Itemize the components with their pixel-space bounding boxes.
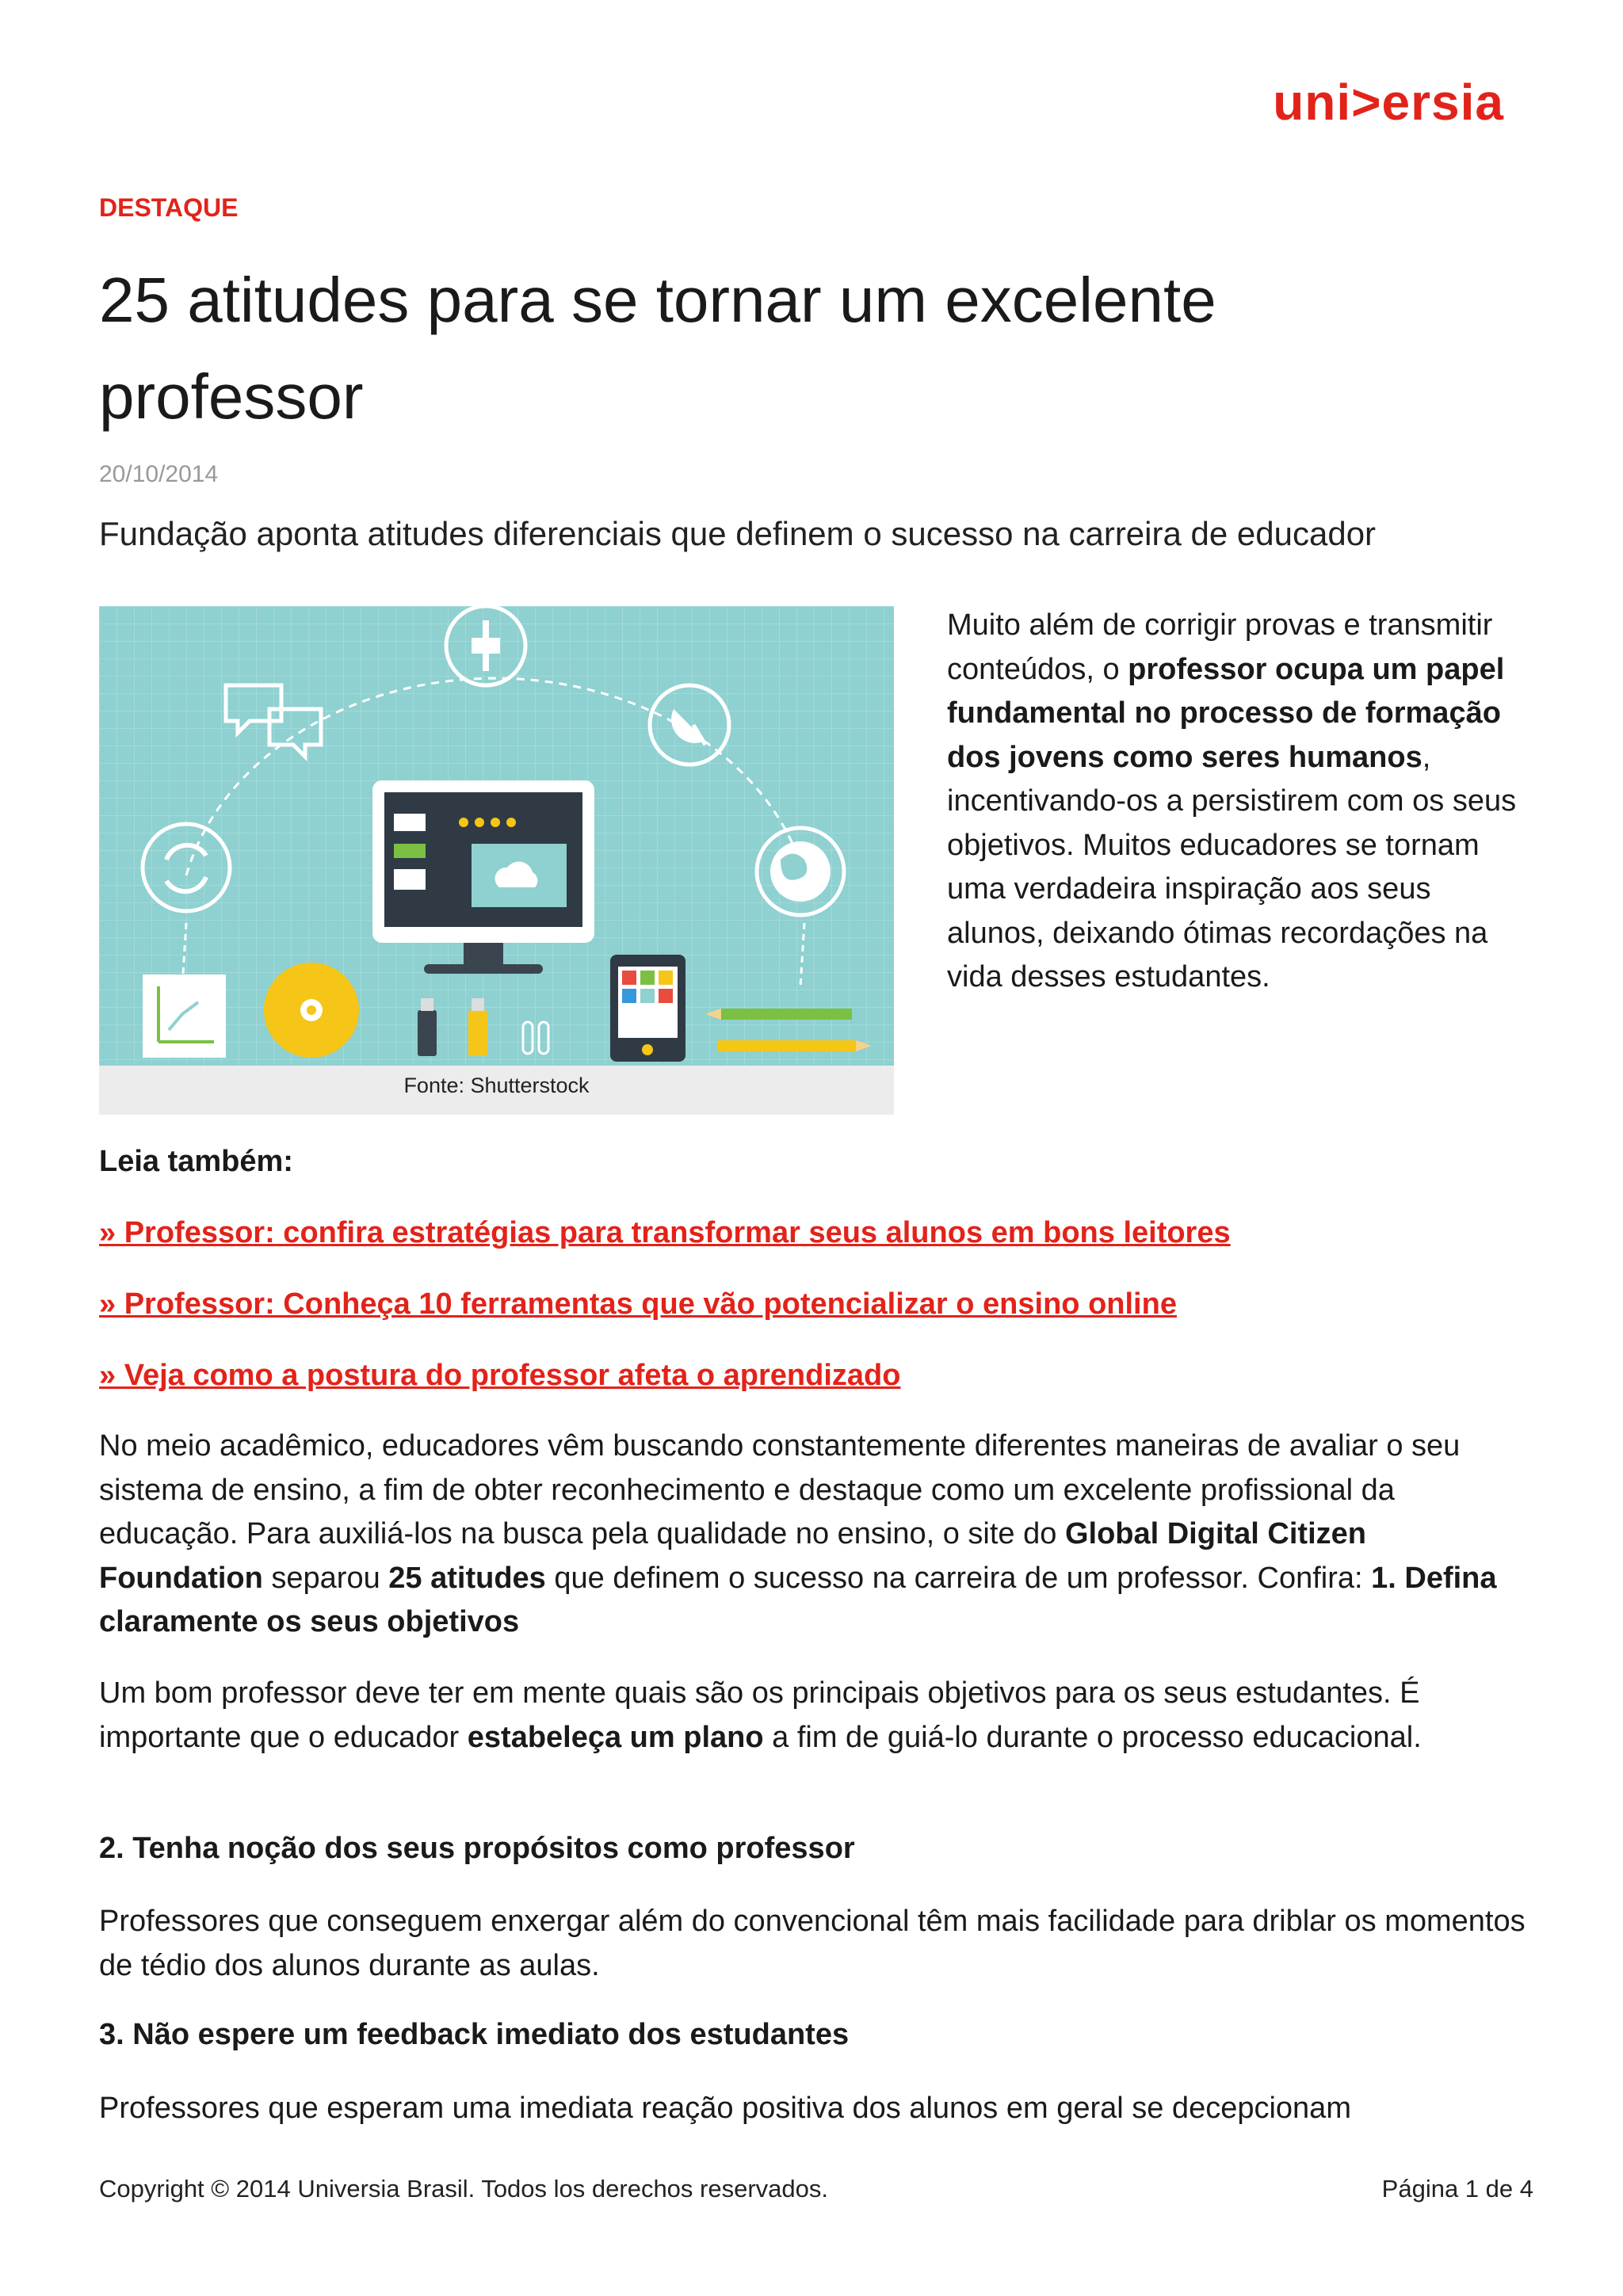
article-subtitle: Fundação aponta atitudes diferenciais que definem o sucesso na carreira de educador xyxy=(99,515,1377,552)
related-link-reading[interactable]: » Professor: confira estratégias para transformar seus alunos em bons leitores xyxy=(99,1216,1231,1249)
article-title: 25 atitudes para se tornar um excelente professor xyxy=(99,265,1216,432)
body-paragraph-1: No meio acadêmico, educadores vêm buscando constantemente diferentes maneiras de avaliar o seu sistema de ensino, a fim de obter reconhecimento e destaque como um excelente profissional da educação. Para auxiliá-los na busca pela qualidade no ensino, o site do Global Digital Citizen Foundation separou 25 atitudes que definem o sucesso na carreira de um professor. Confira: 1. Defina claramente os seus objetivos xyxy=(99,1429,1497,1638)
heading-attitude-2: 2. Tenha noção dos seus propósitos como professor xyxy=(99,1832,855,1865)
related-link-posture[interactable]: » Veja como a postura do professor afeta o aprendizado xyxy=(99,1359,901,1392)
body-paragraph-2: Um bom professor deve ter em mente quais são os principais objetivos para os seus estudantes. É importante que o educador estabeleça um plano a fim de guiá-lo durante o processo educacional. xyxy=(99,1676,1422,1754)
tablet-icon xyxy=(610,955,685,1062)
image-caption: Fonte: Shutterstock xyxy=(403,1074,590,1097)
education-illustration xyxy=(99,606,894,1066)
related-link-tools[interactable]: » Professor: Conheça 10 ferramentas que vão potencializar o ensino online xyxy=(99,1287,1177,1321)
cd-icon xyxy=(264,963,359,1058)
heading-attitude-3: 3. Não espere um feedback imediato dos estudantes xyxy=(99,2018,850,2051)
body-paragraph-3: Professores que conseguem enxergar além do convencional têm mais facilidade para driblar os momentos de tédio dos alunos durante as aulas. xyxy=(99,1905,1526,1982)
page-number: Página 1 de 4 xyxy=(1381,2175,1533,2203)
universia-logo[interactable]: uni>ersia xyxy=(1273,74,1504,131)
read-also-label: Leia também: xyxy=(99,1145,293,1178)
section-tag: DESTAQUE xyxy=(99,193,239,222)
intro-paragraph: Muito além de corrigir provas e transmitir conteúdos, o professor ocupa um papel fundamental no processo de formação dos jovens como seres humanos, incentivando-os a persistirem com os seus objetivos. Muitos educadores se tornam uma verdadeira inspiração aos seus alunos, deixando ótimas recordações na vida desses estudantes. xyxy=(947,608,1517,994)
copyright-footer: Copyright © 2014 Universia Brasil. Todos los derechos reservados. xyxy=(99,2175,828,2203)
article-date: 20/10/2014 xyxy=(99,461,219,487)
body-paragraph-4: Professores que esperam uma imediata reação positiva dos alunos em geral se decepcionam xyxy=(99,2092,1351,2125)
chart-icon xyxy=(143,974,226,1058)
article-figure xyxy=(99,606,894,1115)
